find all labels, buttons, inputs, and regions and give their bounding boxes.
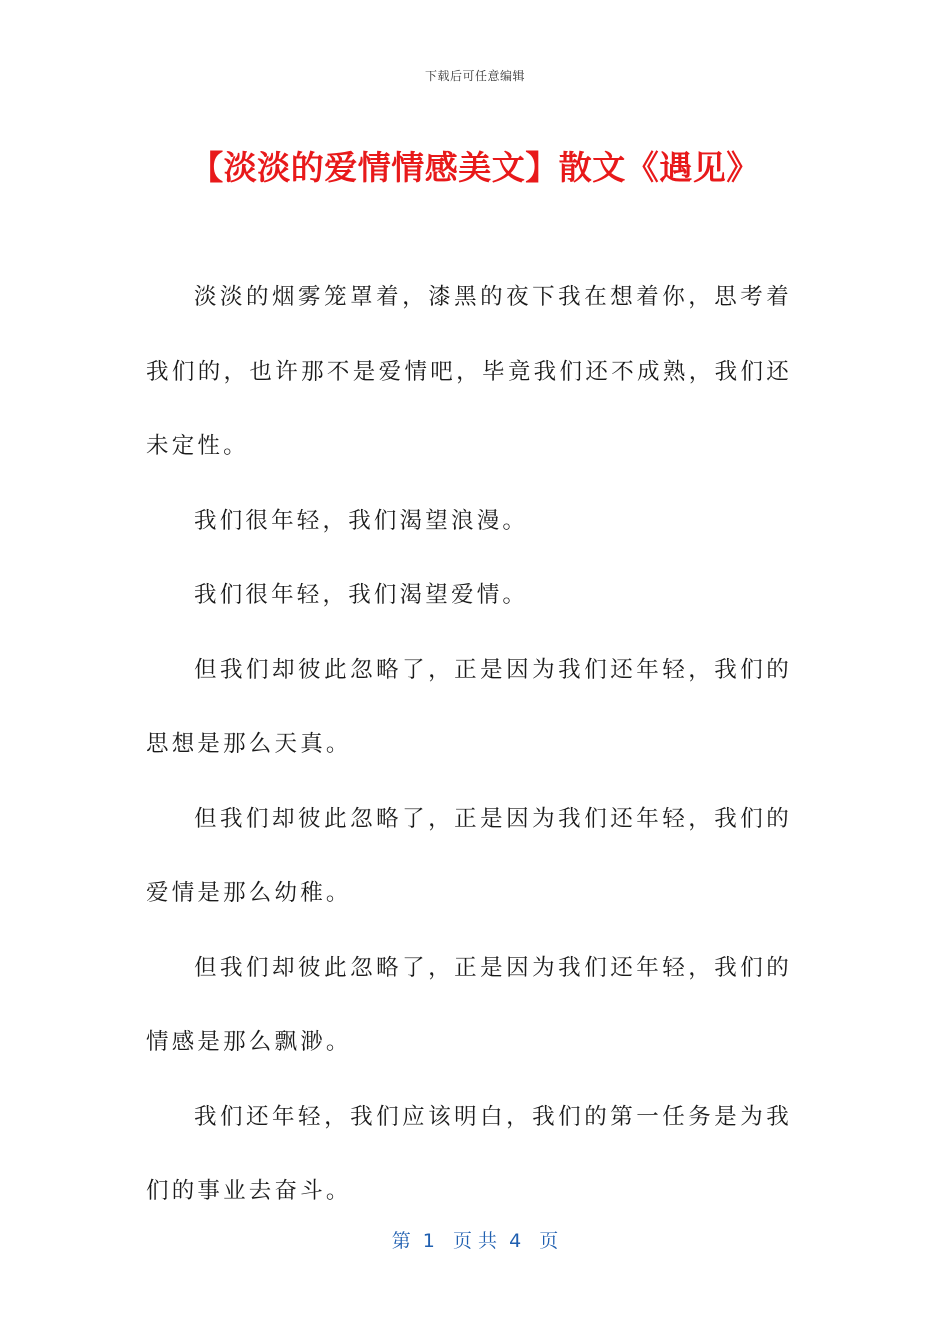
paragraph: 我们很年轻，我们渴望爱情。 [194,582,529,608]
document-title: 【淡淡的爱情情感美文】散文《遇见》 [190,148,760,187]
paragraph: 淡淡的烟雾笼罩着，漆黑的夜下我在想着你，思考着我们的，也许那不是爱情吧，毕竟我们还不成熟，我们还未定性。 [146,284,792,459]
article-body [146,260,792,1229]
page-footer: 第 1 页 共 4 页 [391,1230,559,1252]
paragraph: 但我们却彼此忽略了，正是因为我们还年轻，我们的思想是那么天真。 [146,656,792,757]
paragraph: 但我们却彼此忽略了，正是因为我们还年轻，我们的情感是那么飘渺。 [146,954,792,1055]
paragraph: 我们还年轻，我们应该明白，我们的第一任务是为我们的事业去奋斗。 [146,1103,792,1204]
paragraph: 但我们却彼此忽略了，正是因为我们还年轻，我们的爱情是那么幼稚。 [146,805,792,906]
header-note: 下载后可任意编辑 [424,69,525,83]
paragraph: 我们很年轻，我们渴望浪漫。 [194,507,529,534]
